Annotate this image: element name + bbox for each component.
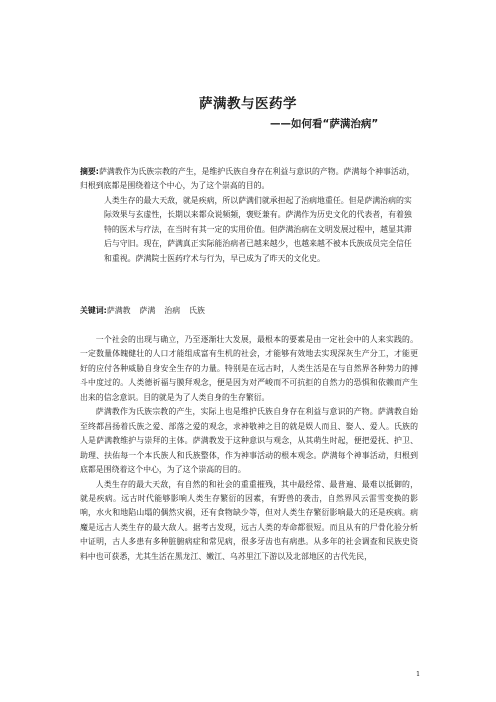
abstract-label: 摘要:	[80, 167, 99, 176]
keyword-2: 萨满	[139, 306, 156, 315]
body-paragraph-1: 一个社会的出现与确立，乃至逐渐壮大发展，最根本的要素是由一定社会中的人来实践的。一定数量体魄健壮的人口才能组成富有生机的社会，才能够有效地去实现深灰生产分工，才能更好的应付各种威胁自身安全生存的力量。特别是在远古时，人类生活是在与自然界各种势力的搏斗中度过的。人类德祈福与膜拜观念，便是因为对严峻而不可抗拒的自然力的恐惧和依赖而产生出来的信念意识。目的就是为了人类自身的生存繁衍。	[80, 335, 418, 402]
document-title: 萨满教与医药学	[199, 96, 297, 112]
abstract-section	[80, 165, 418, 266]
body-paragraph-3: 人类生存的最大天敌，有自然的和社会的重重摧残，其中最经常、最普遍、最难以抵御的，就是疾病。远古时代能够影响人类生存繁衍的因素，有野兽的袭击，自然界风云雷雪变换的影响，水火和地陷山塌的偶然灾祸，还有食物缺少等，但对人类生存繁衍影响最大的还是疾病。病魔是远古人类生存的最大敌人。据考古发现，远古人类的寿命都很短。而且从有的尸骨化验分析中证明，古人多患有多种脏腑病症和常见病，很多牙齿也有病患。从多年的社会调查和民族史资料中也可获悉，尤其生活在黑龙江、嫩江、乌苏里江下游以及北部地区的古代先民，	[80, 479, 418, 561]
keywords-label: 关键词:	[80, 306, 107, 315]
body-text	[80, 333, 418, 564]
abstract-text-2: 人类生存的最大天敌，就是疾病，所以萨满们就承担起了治病地重任。但是萨满治病的实际效果与玄虚性，长期以来都众说频頻，褒贬兼有。萨满作为历史文化的代表者，有着独特的医术与疗法，在当时有其一定的实用价值。但萨满治病在文明发展过程中，越显其滞后与守旧。现在，萨满真正实际能治病者已越来越少，也越来越不被本氏族成员完全信任和重视。萨满院士医药疗术与行为，早已成为了昨天的文化史。	[104, 195, 412, 263]
page-number: 1	[416, 670, 421, 678]
keyword-1: 萨满教	[106, 306, 131, 315]
abstract-text-1: 萨满教作为氏族宗教的产生，是维护氏族自身存在利益与意识的产物。萨满每个神事活动，归根到底都是围绕着这个中心，为了这个崇高的目的。	[80, 167, 415, 191]
document-subtitle: ——如何看“萨满治病”	[270, 118, 379, 130]
keywords-line	[80, 305, 214, 316]
abstract-paragraph-1	[80, 165, 418, 194]
abstract-paragraph-2	[80, 194, 418, 266]
keyword-3: 治病	[164, 306, 181, 315]
keyword-4: 氏族	[189, 306, 205, 315]
body-paragraph-2: 萨满教作为氏族宗教的产生，实际上也是维护氏族自身存在利益与意识的产物。萨满教自始至终都昌扬着氏族之爱、部落之爱的观念，求神敬神之目的就是娱人而且、娶人、爱人。氏族的人是萨满教维护与崇拜的主体。萨满教发于这种意识与观念，从其萌生时起，便把爱抚、护卫、助理、扶佑每一个本氏族人和氏族整体，作为神事活动的根本观念。萨满每个神事活动，归根到底都是围绕着这个中心，为了这个崇高的目的。	[80, 407, 418, 475]
